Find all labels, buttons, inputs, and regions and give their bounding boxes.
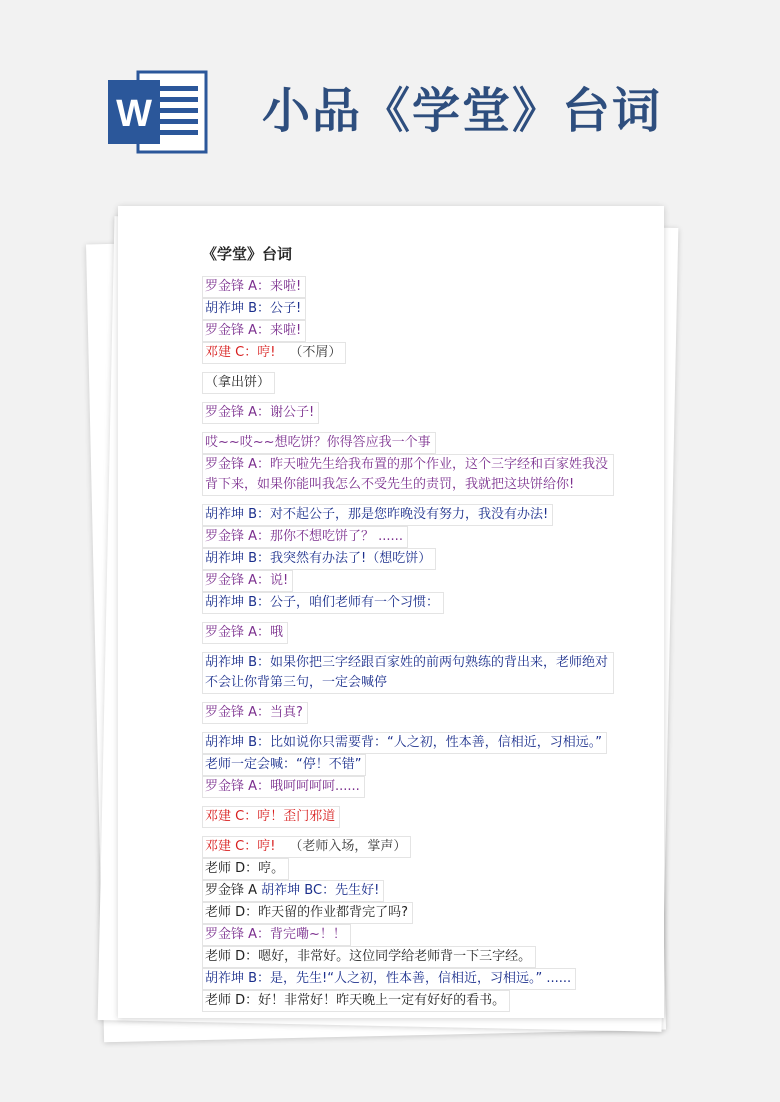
dialogue-line — [202, 968, 622, 990]
dialogue-text: 罗金锋 A：说! — [202, 570, 293, 592]
dialogue-line — [202, 946, 622, 968]
dialogue-text: 哎~~哎~~想吃饼？你得答应我一个事 — [202, 432, 436, 454]
dialogue-line — [202, 548, 622, 570]
page-title: 小品《学堂》台词 — [262, 83, 663, 139]
document-title: 《学堂》台词 — [202, 245, 293, 263]
line-gap — [202, 496, 622, 504]
dialogue-text: 老师 D：哼。 — [202, 858, 289, 880]
line-gap — [202, 364, 622, 372]
dialogue-line — [202, 320, 622, 342]
dialogue-line — [202, 702, 622, 724]
script-lines — [202, 276, 622, 1012]
dialogue-line — [202, 402, 622, 424]
dialogue-line — [202, 372, 622, 394]
dialogue-line — [202, 776, 622, 798]
stage-direction: （老师入场，掌声） — [289, 839, 407, 854]
line-gap — [202, 798, 622, 806]
dialogue-text: 胡祚坤 B：对不起公子，那是您昨晚没有努力，我没有办法! — [202, 504, 553, 526]
dialogue-text: 老师 D：好！非常好！昨天晚上一定有好好的看书。 — [202, 990, 510, 1012]
dialogue-text: 胡祚坤 B：如果你把三字经跟百家姓的前两句熟练的背出来，老师绝对不会让你背第三句，一定会喊停 — [202, 652, 614, 694]
dialogue-text: 罗金锋 A：那你不想吃饼了？ ...... — [202, 526, 408, 548]
dialogue-line — [202, 732, 622, 754]
dialogue-text: 罗金锋 A：来啦! — [202, 276, 306, 298]
dialogue-line — [202, 880, 622, 902]
dialogue-text: 胡祚坤 B：公子，咱们老师有一个习惯： — [202, 592, 444, 614]
line-gap — [202, 614, 622, 622]
dialogue-text: 罗金锋 A 胡祚坤 BC：先生好! — [202, 880, 384, 902]
dialogue-line — [202, 924, 622, 946]
dialogue-line — [202, 432, 622, 454]
dialogue-line — [202, 276, 622, 298]
stage-direction: （不屑） — [289, 345, 342, 360]
dialogue-line — [202, 754, 622, 776]
dialogue-text: 老师 D：嗯好，非常好。这位同学给老师背一下三字经。 — [202, 946, 536, 968]
dialogue-text: 罗金锋 A：哦呵呵呵呵...... — [202, 776, 365, 798]
line-gap — [202, 828, 622, 836]
line-gap — [202, 694, 622, 702]
dialogue-text: 罗金锋 A：当真? — [202, 702, 308, 724]
dialogue-line — [202, 836, 622, 858]
dialogue-text: 邓建 C：哼! （不屑） — [202, 342, 346, 364]
dialogue-text: 胡祚坤 B：我突然有办法了!（想吃饼） — [202, 548, 436, 570]
dialogue-line — [202, 342, 622, 364]
svg-text:W: W — [116, 93, 152, 135]
dialogue-text-extra: 胡祚坤 BC：先生好! — [261, 883, 380, 898]
dialogue-text: 罗金锋 A：哦 — [202, 622, 288, 644]
header — [0, 0, 780, 200]
dialogue-line — [202, 902, 622, 924]
dialogue-line — [202, 990, 622, 1012]
dialogue-line — [202, 570, 622, 592]
document-body — [202, 244, 622, 1012]
dialogue-text: 罗金锋 A：来啦! — [202, 320, 306, 342]
dialogue-text: 罗金锋 A：谢公子! — [202, 402, 319, 424]
dialogue-text: 胡祚坤 B：比如说你只需要背：“人之初，性本善，信相近，习相远。” — [202, 732, 607, 754]
dialogue-line — [202, 622, 622, 644]
dialogue-text: 老师一定会喊：“停！不错” — [202, 754, 366, 776]
dialogue-text: 胡祚坤 B：是，先生!“人之初，性本善，信相近，习相远。” ...... — [202, 968, 576, 990]
line-gap — [202, 424, 622, 432]
word-icon — [108, 70, 208, 154]
dialogue-text: 罗金锋 A：昨天啦先生给我布置的那个作业，这个三字经和百家姓我没背下来，如果你能叫我怎么不受先生的责罚，我就把这块饼给你! — [202, 454, 614, 496]
dialogue-line — [202, 454, 622, 496]
dialogue-text: 邓建 C：哼！歪门邪道 — [202, 806, 340, 828]
dialogue-line — [202, 298, 622, 320]
line-gap — [202, 394, 622, 402]
dialogue-line — [202, 504, 622, 526]
dialogue-text: 罗金锋 A：背完嘞~！！ — [202, 924, 351, 946]
dialogue-text: （拿出饼） — [202, 372, 275, 394]
dialogue-text: 老师 D：昨天留的作业都背完了吗? — [202, 902, 413, 924]
dialogue-text: 胡祚坤 B：公子! — [202, 298, 306, 320]
dialogue-line — [202, 806, 622, 828]
dialogue-text: 邓建 C：哼! （老师入场，掌声） — [202, 836, 411, 858]
dialogue-line — [202, 526, 622, 548]
dialogue-line — [202, 858, 622, 880]
dialogue-line — [202, 592, 622, 614]
line-gap — [202, 644, 622, 652]
dialogue-line — [202, 652, 622, 694]
line-gap — [202, 724, 622, 732]
